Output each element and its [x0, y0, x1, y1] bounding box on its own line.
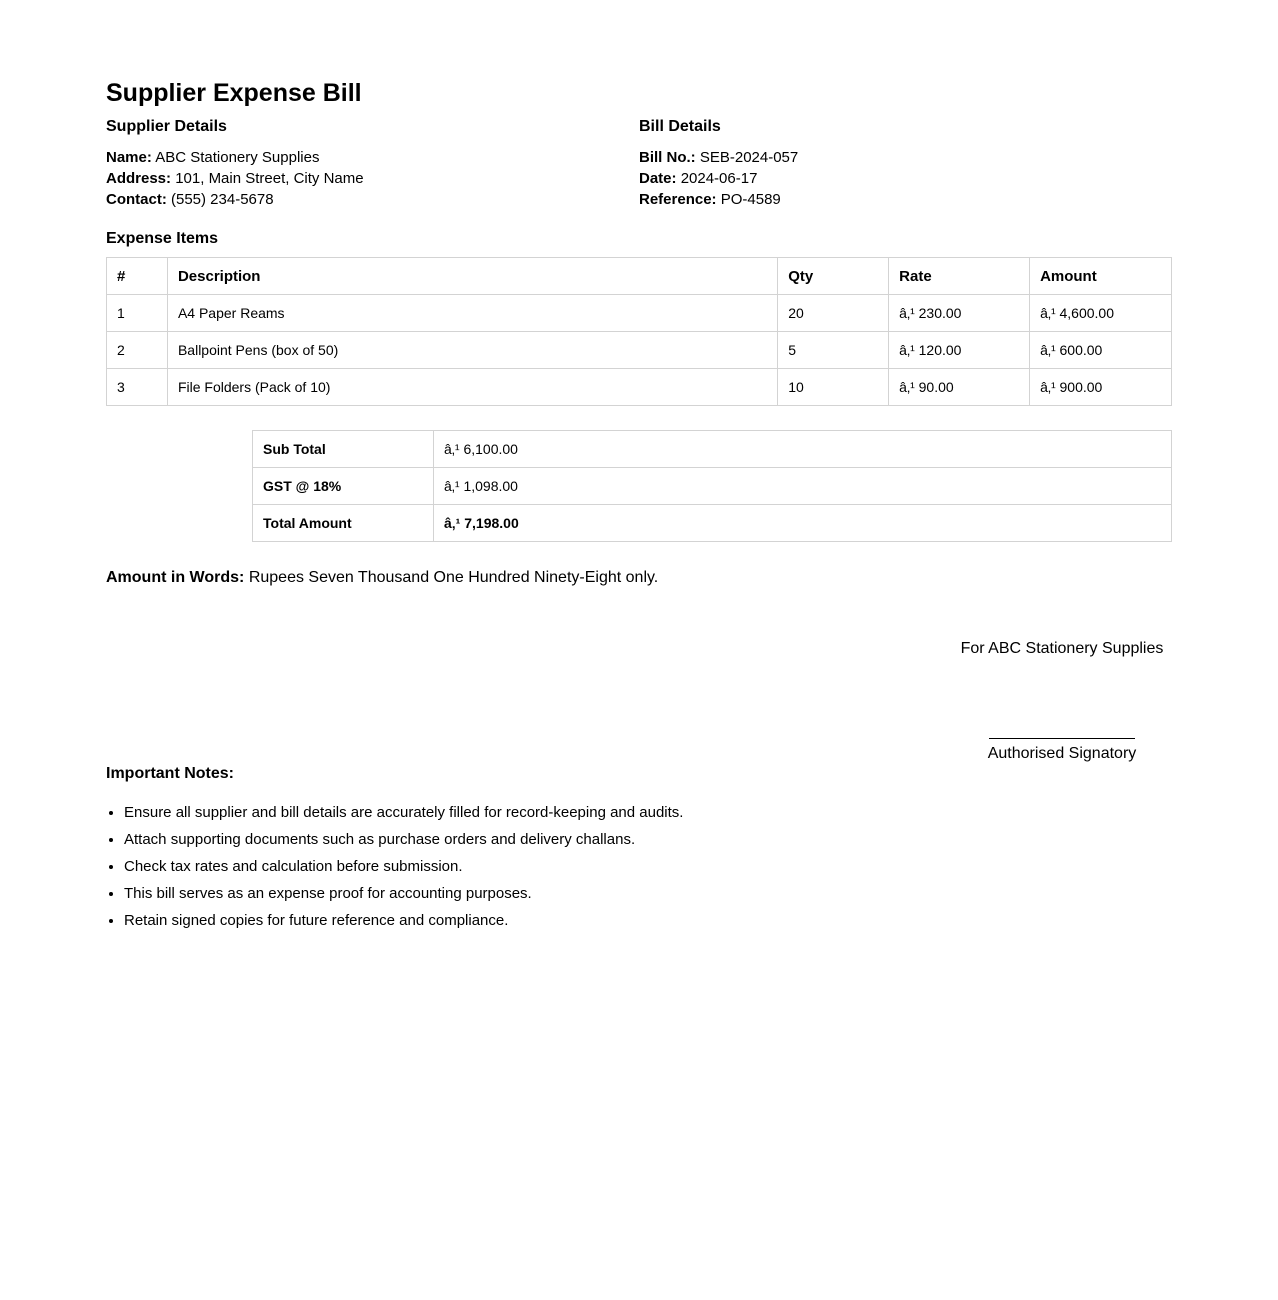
table-row: [107, 332, 1172, 369]
item-amount: â‚¹ 900.00: [1030, 369, 1172, 406]
subtotal-row: [253, 431, 1172, 468]
page-title: Supplier Expense Bill: [106, 79, 362, 107]
subtotal-label: Sub Total: [253, 431, 434, 468]
bill-details: [639, 117, 1139, 210]
column-header-qty: Qty: [778, 258, 889, 295]
expense-items-table: [106, 257, 1172, 406]
bill-no-line: [639, 147, 1139, 168]
item-number: 1: [107, 295, 168, 332]
item-rate: â‚¹ 120.00: [889, 332, 1030, 369]
supplier-contact-label: Contact:: [106, 191, 167, 208]
item-description: A4 Paper Reams: [167, 295, 777, 332]
item-qty: 20: [778, 295, 889, 332]
supplier-name: ABC Stationery Supplies: [155, 149, 320, 166]
total-value: â‚¹ 7,198.00: [434, 505, 1172, 542]
list-item: • This bill serves as an expense proof for accounting purposes.: [124, 883, 683, 904]
authorised-signatory: Authorised Signatory: [987, 745, 1137, 762]
bill-date-label: Date:: [639, 170, 677, 187]
amount-in-words-label: Amount in Words:: [106, 569, 245, 586]
amount-in-words-value: Rupees Seven Thousand One Hundred Ninety-Eight only.: [248, 569, 659, 586]
list-item: • Ensure all supplier and bill details are accurately filled for record-keeping and audits.: [124, 802, 683, 823]
notes-heading: Important Notes:: [106, 765, 234, 782]
item-description: Ballpoint Pens (box of 50): [167, 332, 777, 369]
bill-date: 2024-06-17: [680, 170, 758, 187]
gst-label: GST @ 18%: [253, 468, 434, 505]
table-row: [107, 369, 1172, 406]
supplier-address-label: Address:: [106, 170, 172, 187]
bill-reference-line: [639, 189, 1139, 210]
item-rate: â‚¹ 230.00: [889, 295, 1030, 332]
notes-list: [106, 802, 683, 937]
list-item: • Attach supporting documents such as purchase orders and delivery challans.: [124, 829, 683, 850]
item-rate: â‚¹ 90.00: [889, 369, 1030, 406]
for-company: For ABC Stationery Supplies: [960, 640, 1164, 657]
column-header-amount: Amount: [1030, 258, 1172, 295]
bill-date-line: [639, 168, 1139, 189]
bill-no-label: Bill No.:: [639, 149, 696, 166]
supplier-name-line: [106, 147, 606, 168]
column-header-description: Description: [167, 258, 777, 295]
supplier-name-label: Name:: [106, 149, 152, 166]
item-qty: 10: [778, 369, 889, 406]
table-row: [107, 295, 1172, 332]
supplier-details: [106, 117, 606, 210]
item-number: 2: [107, 332, 168, 369]
total-label: Total Amount: [253, 505, 434, 542]
bill-reference-label: Reference:: [639, 191, 717, 208]
signature-line: [989, 738, 1135, 739]
bill-reference: PO-4589: [720, 191, 781, 208]
item-amount: â‚¹ 600.00: [1030, 332, 1172, 369]
bill-details-heading: Bill Details: [639, 118, 721, 135]
amount-in-words: [106, 567, 658, 588]
totals-table: [252, 430, 1172, 542]
total-row: [253, 505, 1172, 542]
gst-row: [253, 468, 1172, 505]
table-header-row: [107, 258, 1172, 295]
list-item: • Check tax rates and calculation before submission.: [124, 856, 683, 877]
subtotal-value: â‚¹ 6,100.00: [434, 431, 1172, 468]
item-qty: 5: [778, 332, 889, 369]
item-number: 3: [107, 369, 168, 406]
item-description: File Folders (Pack of 10): [167, 369, 777, 406]
expense-items-heading: Expense Items: [106, 230, 219, 247]
supplier-heading: Supplier Details: [106, 118, 227, 135]
column-header-number: #: [107, 258, 168, 295]
column-header-rate: Rate: [889, 258, 1030, 295]
gst-value: â‚¹ 1,098.00: [434, 468, 1172, 505]
supplier-address: 101, Main Street, City Name: [175, 170, 364, 187]
supplier-contact-line: [106, 189, 606, 210]
supplier-address-line: [106, 168, 606, 189]
supplier-contact: (555) 234-5678: [171, 191, 274, 208]
list-item: • Retain signed copies for future reference and compliance.: [124, 910, 683, 931]
item-amount: â‚¹ 4,600.00: [1030, 295, 1172, 332]
bill-no: SEB-2024-057: [699, 149, 799, 166]
